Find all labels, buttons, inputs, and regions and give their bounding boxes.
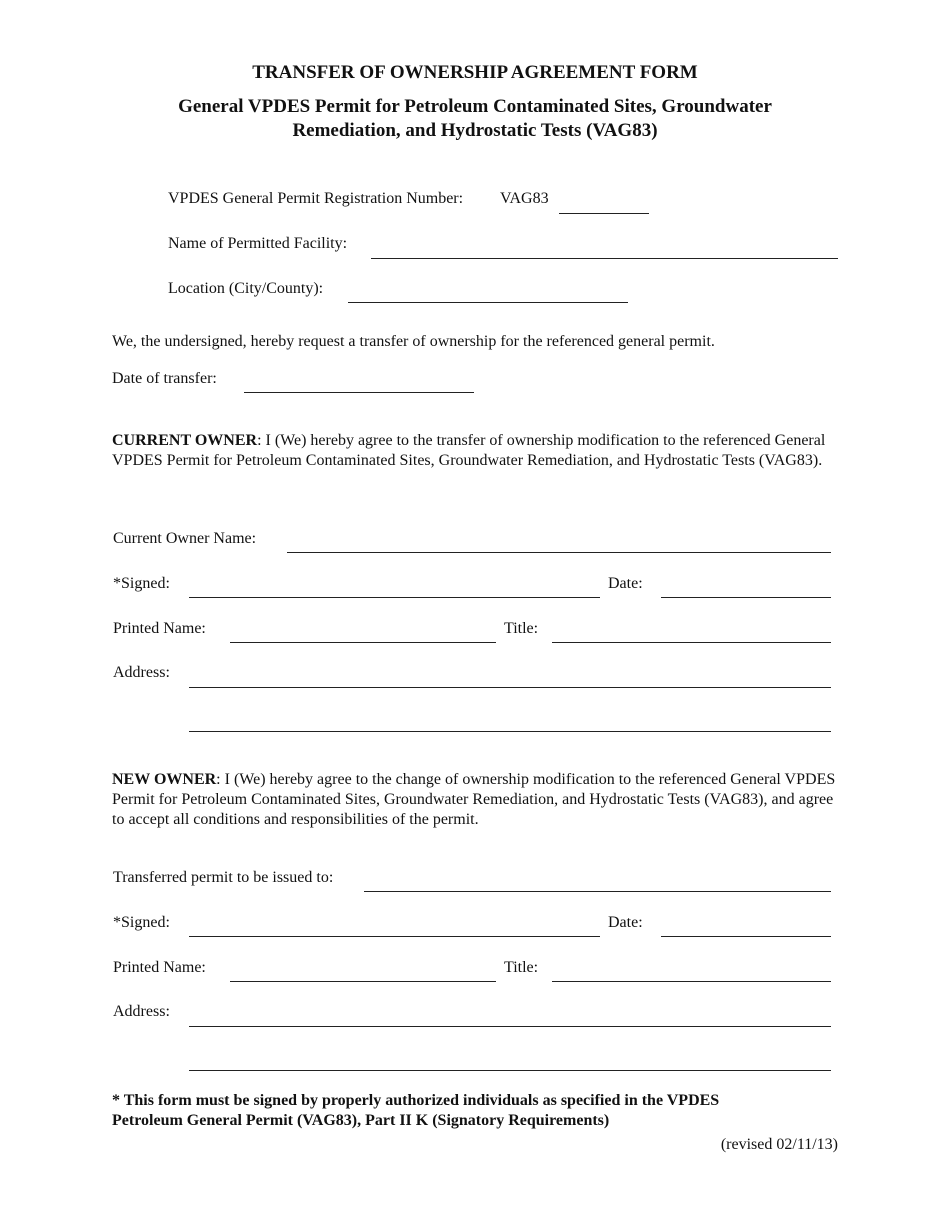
- new-owner-title-label: Title:: [504, 959, 539, 976]
- new-owner-printed-name-label: Printed Name:: [113, 959, 206, 976]
- current-owner-signed-label: *Signed:: [113, 575, 170, 592]
- current-owner-printed-name-label: Printed Name:: [113, 620, 206, 637]
- registration-number-label: VPDES General Permit Registration Number:: [168, 190, 464, 207]
- new-owner-signed-label: *Signed:: [113, 914, 170, 931]
- footnote-line-2: Petroleum General Permit (VAG83), Part II K (Signatory Requirements): [112, 1112, 610, 1129]
- footnote-line-1: * This form must be signed by properly authorized individuals as specified in the VPDES: [112, 1092, 720, 1109]
- date-of-transfer-field[interactable]: [244, 392, 474, 393]
- facility-name-label: Name of Permitted Facility:: [168, 235, 348, 252]
- current-owner-heading: CURRENT OWNER: [112, 432, 258, 449]
- new-owner-address-field-2[interactable]: [189, 1070, 831, 1071]
- new-owner-address-label: Address:: [113, 1003, 170, 1020]
- issued-to-label: Transferred permit to be issued to:: [113, 869, 334, 886]
- current-owner-date-label: Date:: [608, 575, 643, 592]
- current-owner-printed-name-field[interactable]: [230, 642, 496, 643]
- new-owner-statement: [112, 770, 842, 830]
- new-owner-title-field[interactable]: [552, 981, 831, 982]
- new-owner-signature-field[interactable]: [189, 936, 600, 937]
- current-owner-statement: [112, 431, 842, 471]
- date-of-transfer-label: Date of transfer:: [112, 370, 217, 387]
- current-owner-name-field[interactable]: [287, 552, 831, 553]
- new-owner-date-field[interactable]: [661, 936, 831, 937]
- subtitle-line-1: General VPDES Permit for Petroleum Contaminated Sites, Groundwater: [178, 96, 772, 117]
- request-statement: We, the undersigned, hereby request a transfer of ownership for the referenced general permit.: [112, 333, 715, 350]
- current-owner-title-field[interactable]: [552, 642, 831, 643]
- new-owner-statement-text: : I (We) hereby agree to the change of ownership modification to the referenced General VPDES Permit for Petroleum Contaminated Sites, Groundwater Remediation, and Hydrostatic Tests (VAG83), and agree to accept all conditions and responsibilities of the permit.: [112, 771, 836, 828]
- location-field[interactable]: [348, 302, 628, 303]
- location-label: Location (City/County):: [168, 280, 324, 297]
- registration-number-field[interactable]: [559, 213, 649, 214]
- current-owner-signature-field[interactable]: [189, 597, 600, 598]
- new-owner-heading: NEW OWNER: [112, 771, 217, 788]
- subtitle-line-2: Remediation, and Hydrostatic Tests (VAG83): [292, 120, 658, 141]
- new-owner-date-label: Date:: [608, 914, 643, 931]
- registration-number-prefix: VAG83: [500, 190, 549, 207]
- new-owner-printed-name-field[interactable]: [230, 981, 496, 982]
- current-owner-name-label: Current Owner Name:: [113, 530, 257, 547]
- current-owner-date-field[interactable]: [661, 597, 831, 598]
- current-owner-statement-text: : I (We) hereby agree to the transfer of ownership modification to the referenced General VPDES Permit for Petroleum Contaminated Sites, Groundwater Remediation, and Hydrostatic Tests (VAG83).: [112, 432, 826, 469]
- form-subtitle: [0, 95, 950, 143]
- form-title: TRANSFER OF OWNERSHIP AGREEMENT FORM: [252, 62, 698, 83]
- current-owner-address-field-2[interactable]: [189, 731, 831, 732]
- current-owner-address-label: Address:: [113, 664, 170, 681]
- new-owner-address-field-1[interactable]: [189, 1026, 831, 1027]
- revision-date: (revised 02/11/13): [720, 1136, 838, 1153]
- current-owner-title-label: Title:: [504, 620, 539, 637]
- issued-to-field[interactable]: [364, 891, 831, 892]
- facility-name-field[interactable]: [371, 258, 838, 259]
- current-owner-address-field-1[interactable]: [189, 687, 831, 688]
